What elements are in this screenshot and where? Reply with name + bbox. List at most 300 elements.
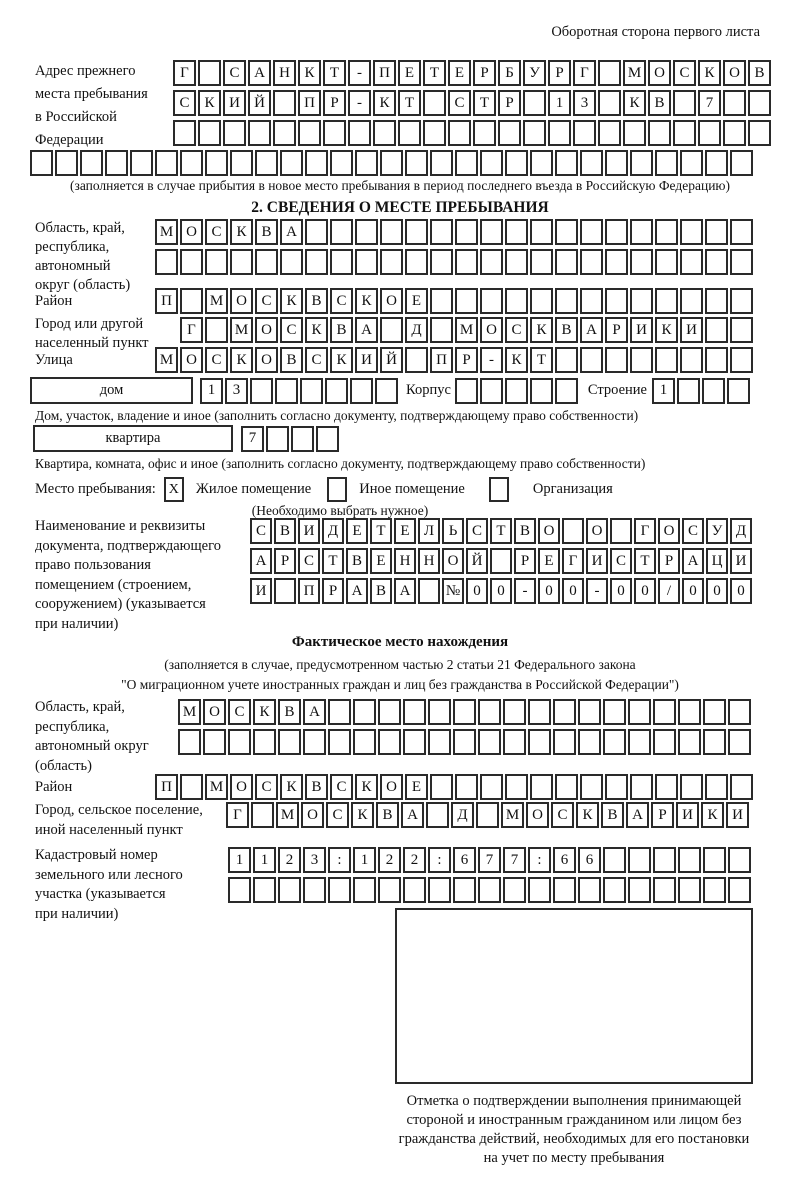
char-box[interactable]: - <box>348 60 371 86</box>
char-box[interactable] <box>628 729 651 755</box>
char-box[interactable] <box>373 120 396 146</box>
char-box[interactable]: И <box>726 802 749 828</box>
char-box[interactable]: Т <box>530 347 553 373</box>
char-box[interactable]: О <box>723 60 746 86</box>
char-box[interactable]: Й <box>380 347 403 373</box>
char-box[interactable]: Ц <box>706 548 728 574</box>
char-box[interactable]: 0 <box>490 578 512 604</box>
char-box[interactable]: М <box>276 802 299 828</box>
char-box[interactable]: Р <box>548 60 571 86</box>
char-box[interactable] <box>205 317 228 343</box>
char-box[interactable] <box>255 249 278 275</box>
char-box[interactable] <box>355 249 378 275</box>
char-box[interactable]: В <box>305 774 328 800</box>
char-box[interactable]: Т <box>398 90 421 116</box>
char-box[interactable] <box>455 249 478 275</box>
char-box[interactable] <box>303 877 326 903</box>
char-box[interactable]: М <box>455 317 478 343</box>
char-box[interactable] <box>251 802 274 828</box>
char-box[interactable] <box>630 288 653 314</box>
char-box[interactable]: Т <box>322 548 344 574</box>
char-box[interactable] <box>655 249 678 275</box>
char-box[interactable] <box>703 847 726 873</box>
char-box[interactable] <box>405 347 428 373</box>
char-box[interactable]: Н <box>394 548 416 574</box>
char-box[interactable] <box>455 150 478 176</box>
char-box[interactable]: 1 <box>200 378 223 404</box>
char-box[interactable] <box>248 120 271 146</box>
char-box[interactable] <box>300 378 323 404</box>
char-box[interactable] <box>275 378 298 404</box>
char-box[interactable] <box>598 90 621 116</box>
char-box[interactable]: Т <box>370 518 392 544</box>
char-box[interactable]: Е <box>398 60 421 86</box>
char-box[interactable]: Р <box>498 90 521 116</box>
char-box[interactable]: О <box>230 774 253 800</box>
char-box[interactable] <box>578 877 601 903</box>
char-box[interactable]: Р <box>322 578 344 604</box>
char-box[interactable]: С <box>280 317 303 343</box>
char-box[interactable] <box>378 877 401 903</box>
checkbox-other-premises[interactable] <box>327 477 347 502</box>
char-box[interactable] <box>480 774 503 800</box>
char-box[interactable]: К <box>355 774 378 800</box>
char-box[interactable]: С <box>466 518 488 544</box>
char-box[interactable] <box>430 317 453 343</box>
char-box[interactable]: И <box>676 802 699 828</box>
char-box[interactable] <box>723 120 746 146</box>
char-box[interactable]: В <box>514 518 536 544</box>
char-box[interactable] <box>505 378 528 404</box>
char-box[interactable] <box>480 378 503 404</box>
char-box[interactable]: А <box>626 802 649 828</box>
char-box[interactable] <box>230 150 253 176</box>
char-box[interactable] <box>723 90 746 116</box>
char-box[interactable]: И <box>223 90 246 116</box>
char-box[interactable]: Е <box>405 774 428 800</box>
char-box[interactable]: В <box>370 578 392 604</box>
char-box[interactable] <box>298 120 321 146</box>
char-box[interactable] <box>730 774 753 800</box>
char-box[interactable] <box>580 774 603 800</box>
char-box[interactable] <box>198 120 221 146</box>
char-box[interactable]: - <box>586 578 608 604</box>
char-box[interactable]: А <box>401 802 424 828</box>
char-box[interactable] <box>598 60 621 86</box>
char-box[interactable] <box>205 150 228 176</box>
char-box[interactable] <box>478 699 501 725</box>
char-box[interactable]: И <box>355 347 378 373</box>
char-box[interactable]: Г <box>634 518 656 544</box>
char-box[interactable] <box>730 249 753 275</box>
char-box[interactable] <box>730 150 753 176</box>
char-box[interactable] <box>180 774 203 800</box>
char-box[interactable]: 6 <box>553 847 576 873</box>
char-box[interactable]: Г <box>173 60 196 86</box>
char-box[interactable]: С <box>255 774 278 800</box>
char-box[interactable]: М <box>205 774 228 800</box>
char-box[interactable] <box>580 347 603 373</box>
char-box[interactable]: А <box>682 548 704 574</box>
char-box[interactable] <box>250 378 273 404</box>
char-box[interactable]: 0 <box>682 578 704 604</box>
char-box[interactable]: С <box>205 219 228 245</box>
char-box[interactable]: Н <box>418 548 440 574</box>
char-box[interactable]: С <box>610 548 632 574</box>
char-box[interactable]: П <box>298 578 320 604</box>
char-box[interactable]: О <box>658 518 680 544</box>
char-box[interactable]: С <box>173 90 196 116</box>
char-box[interactable] <box>478 877 501 903</box>
char-box[interactable] <box>630 347 653 373</box>
char-box[interactable]: 0 <box>634 578 656 604</box>
char-box[interactable] <box>555 150 578 176</box>
char-box[interactable]: : <box>328 847 351 873</box>
char-box[interactable]: Г <box>573 60 596 86</box>
char-box[interactable]: А <box>394 578 416 604</box>
char-box[interactable] <box>628 847 651 873</box>
char-box[interactable] <box>155 150 178 176</box>
char-box[interactable]: О <box>526 802 549 828</box>
char-box[interactable]: О <box>180 219 203 245</box>
char-box[interactable] <box>730 288 753 314</box>
char-box[interactable] <box>678 877 701 903</box>
char-box[interactable] <box>403 699 426 725</box>
char-box[interactable]: 3 <box>225 378 248 404</box>
char-box[interactable] <box>430 249 453 275</box>
char-box[interactable] <box>655 288 678 314</box>
char-box[interactable] <box>680 249 703 275</box>
char-box[interactable] <box>305 219 328 245</box>
char-box[interactable]: Е <box>394 518 416 544</box>
char-box[interactable] <box>555 774 578 800</box>
char-box[interactable]: 2 <box>378 847 401 873</box>
char-box[interactable] <box>548 120 571 146</box>
char-box[interactable] <box>653 847 676 873</box>
checkbox-residential[interactable]: X <box>164 477 184 502</box>
char-box[interactable] <box>677 378 700 404</box>
char-box[interactable]: С <box>228 699 251 725</box>
char-box[interactable]: А <box>250 548 272 574</box>
char-box[interactable] <box>680 219 703 245</box>
char-box[interactable] <box>316 426 339 452</box>
char-box[interactable] <box>505 774 528 800</box>
char-box[interactable]: О <box>301 802 324 828</box>
char-box[interactable] <box>180 288 203 314</box>
char-box[interactable]: В <box>346 548 368 574</box>
char-box[interactable] <box>503 729 526 755</box>
char-box[interactable]: С <box>298 548 320 574</box>
char-box[interactable] <box>378 699 401 725</box>
char-box[interactable]: О <box>380 774 403 800</box>
char-box[interactable]: К <box>198 90 221 116</box>
char-box[interactable] <box>705 774 728 800</box>
char-box[interactable] <box>423 120 446 146</box>
char-box[interactable] <box>605 347 628 373</box>
char-box[interactable]: Г <box>226 802 249 828</box>
char-box[interactable] <box>355 219 378 245</box>
char-box[interactable] <box>655 150 678 176</box>
char-box[interactable] <box>605 219 628 245</box>
char-box[interactable] <box>453 877 476 903</box>
char-box[interactable] <box>430 150 453 176</box>
char-box[interactable] <box>274 578 296 604</box>
char-box[interactable] <box>55 150 78 176</box>
char-box[interactable] <box>473 120 496 146</box>
char-box[interactable]: В <box>280 347 303 373</box>
char-box[interactable]: 6 <box>453 847 476 873</box>
char-box[interactable] <box>653 729 676 755</box>
char-box[interactable] <box>303 729 326 755</box>
char-box[interactable]: С <box>330 774 353 800</box>
char-box[interactable]: 3 <box>303 847 326 873</box>
char-box[interactable] <box>705 317 728 343</box>
char-box[interactable] <box>728 877 751 903</box>
char-box[interactable]: 1 <box>548 90 571 116</box>
char-box[interactable]: Г <box>180 317 203 343</box>
char-box[interactable] <box>528 877 551 903</box>
char-box[interactable] <box>603 699 626 725</box>
char-box[interactable]: П <box>298 90 321 116</box>
char-box[interactable] <box>490 548 512 574</box>
char-box[interactable] <box>505 150 528 176</box>
char-box[interactable] <box>530 378 553 404</box>
char-box[interactable]: К <box>701 802 724 828</box>
char-box[interactable]: К <box>253 699 276 725</box>
char-box[interactable] <box>703 877 726 903</box>
char-box[interactable] <box>530 288 553 314</box>
char-box[interactable] <box>80 150 103 176</box>
char-box[interactable]: Н <box>273 60 296 86</box>
char-box[interactable] <box>266 426 289 452</box>
char-box[interactable] <box>605 150 628 176</box>
char-box[interactable] <box>528 729 551 755</box>
char-box[interactable] <box>428 877 451 903</box>
char-box[interactable]: А <box>355 317 378 343</box>
char-box[interactable]: К <box>623 90 646 116</box>
char-box[interactable]: С <box>326 802 349 828</box>
char-box[interactable]: К <box>373 90 396 116</box>
char-box[interactable] <box>562 518 584 544</box>
char-box[interactable]: 1 <box>228 847 251 873</box>
char-box[interactable]: 1 <box>253 847 276 873</box>
char-box[interactable] <box>555 378 578 404</box>
char-box[interactable] <box>380 317 403 343</box>
char-box[interactable]: К <box>330 347 353 373</box>
char-box[interactable]: К <box>230 347 253 373</box>
char-box[interactable]: Б <box>498 60 521 86</box>
char-box[interactable] <box>280 150 303 176</box>
char-box[interactable]: С <box>250 518 272 544</box>
char-box[interactable]: М <box>623 60 646 86</box>
char-box[interactable] <box>678 847 701 873</box>
char-box[interactable]: 7 <box>503 847 526 873</box>
char-box[interactable]: 0 <box>610 578 632 604</box>
char-box[interactable] <box>405 150 428 176</box>
char-box[interactable] <box>523 90 546 116</box>
char-box[interactable]: О <box>255 347 278 373</box>
char-box[interactable] <box>705 219 728 245</box>
char-box[interactable]: С <box>673 60 696 86</box>
char-box[interactable]: И <box>250 578 272 604</box>
char-box[interactable]: 0 <box>562 578 584 604</box>
char-box[interactable] <box>505 288 528 314</box>
char-box[interactable]: И <box>730 548 752 574</box>
char-box[interactable] <box>180 150 203 176</box>
char-box[interactable]: И <box>586 548 608 574</box>
char-box[interactable] <box>628 699 651 725</box>
char-box[interactable] <box>578 729 601 755</box>
char-box[interactable] <box>702 378 725 404</box>
char-box[interactable]: О <box>180 347 203 373</box>
char-box[interactable]: 1 <box>353 847 376 873</box>
char-box[interactable]: В <box>274 518 296 544</box>
char-box[interactable]: Д <box>451 802 474 828</box>
char-box[interactable]: М <box>230 317 253 343</box>
char-box[interactable]: М <box>178 699 201 725</box>
char-box[interactable]: М <box>205 288 228 314</box>
char-box[interactable] <box>305 150 328 176</box>
char-box[interactable] <box>673 120 696 146</box>
char-box[interactable]: В <box>330 317 353 343</box>
char-box[interactable]: К <box>505 347 528 373</box>
char-box[interactable]: О <box>230 288 253 314</box>
char-box[interactable]: К <box>576 802 599 828</box>
char-box[interactable] <box>403 729 426 755</box>
char-box[interactable] <box>378 729 401 755</box>
char-box[interactable] <box>130 150 153 176</box>
char-box[interactable]: Й <box>466 548 488 574</box>
char-box[interactable]: О <box>648 60 671 86</box>
char-box[interactable]: Д <box>405 317 428 343</box>
char-box[interactable] <box>653 699 676 725</box>
char-box[interactable] <box>455 219 478 245</box>
char-box[interactable]: П <box>155 288 178 314</box>
char-box[interactable]: Р <box>658 548 680 574</box>
char-box[interactable] <box>503 877 526 903</box>
char-box[interactable] <box>703 699 726 725</box>
char-box[interactable]: Д <box>730 518 752 544</box>
char-box[interactable]: 0 <box>706 578 728 604</box>
char-box[interactable] <box>403 877 426 903</box>
char-box[interactable] <box>418 578 440 604</box>
char-box[interactable] <box>728 847 751 873</box>
char-box[interactable] <box>198 60 221 86</box>
char-box[interactable] <box>205 249 228 275</box>
char-box[interactable] <box>603 847 626 873</box>
char-box[interactable] <box>253 877 276 903</box>
char-box[interactable] <box>653 877 676 903</box>
char-box[interactable]: О <box>255 317 278 343</box>
char-box[interactable] <box>553 699 576 725</box>
char-box[interactable] <box>273 120 296 146</box>
char-box[interactable] <box>278 729 301 755</box>
char-box[interactable] <box>680 150 703 176</box>
char-box[interactable] <box>705 288 728 314</box>
char-box[interactable] <box>480 150 503 176</box>
char-box[interactable]: Е <box>405 288 428 314</box>
char-box[interactable] <box>255 150 278 176</box>
char-box[interactable]: - <box>348 90 371 116</box>
char-box[interactable] <box>173 120 196 146</box>
char-box[interactable]: Й <box>248 90 271 116</box>
char-box[interactable]: Г <box>562 548 584 574</box>
char-box[interactable]: : <box>428 847 451 873</box>
char-box[interactable] <box>30 150 53 176</box>
char-box[interactable]: Ь <box>442 518 464 544</box>
char-box[interactable] <box>325 378 348 404</box>
char-box[interactable]: М <box>155 219 178 245</box>
char-box[interactable] <box>380 150 403 176</box>
char-box[interactable]: А <box>248 60 271 86</box>
char-box[interactable] <box>228 729 251 755</box>
char-box[interactable] <box>705 347 728 373</box>
char-box[interactable] <box>705 249 728 275</box>
char-box[interactable] <box>530 249 553 275</box>
char-box[interactable]: Р <box>605 317 628 343</box>
char-box[interactable] <box>553 729 576 755</box>
char-box[interactable]: К <box>230 219 253 245</box>
char-box[interactable]: - <box>514 578 536 604</box>
char-box[interactable] <box>698 120 721 146</box>
char-box[interactable]: П <box>430 347 453 373</box>
char-box[interactable] <box>178 729 201 755</box>
char-box[interactable]: В <box>278 699 301 725</box>
char-box[interactable]: 2 <box>278 847 301 873</box>
char-box[interactable] <box>203 729 226 755</box>
char-box[interactable] <box>578 699 601 725</box>
char-box[interactable] <box>430 774 453 800</box>
char-box[interactable]: Р <box>651 802 674 828</box>
char-box[interactable] <box>323 120 346 146</box>
char-box[interactable] <box>555 347 578 373</box>
char-box[interactable]: О <box>538 518 560 544</box>
char-box[interactable] <box>655 347 678 373</box>
char-box[interactable] <box>330 249 353 275</box>
char-box[interactable] <box>453 699 476 725</box>
char-box[interactable] <box>680 774 703 800</box>
char-box[interactable] <box>355 150 378 176</box>
char-box[interactable] <box>480 288 503 314</box>
char-box[interactable] <box>328 699 351 725</box>
char-box[interactable] <box>630 249 653 275</box>
char-box[interactable] <box>630 150 653 176</box>
char-box[interactable]: / <box>658 578 680 604</box>
char-box[interactable] <box>455 378 478 404</box>
char-box[interactable]: А <box>280 219 303 245</box>
char-box[interactable]: П <box>155 774 178 800</box>
char-box[interactable] <box>605 288 628 314</box>
char-box[interactable] <box>505 249 528 275</box>
char-box[interactable] <box>655 774 678 800</box>
char-box[interactable] <box>503 699 526 725</box>
char-box[interactable]: Т <box>490 518 512 544</box>
char-box[interactable] <box>430 288 453 314</box>
char-box[interactable] <box>628 877 651 903</box>
char-box[interactable] <box>480 249 503 275</box>
char-box[interactable]: С <box>682 518 704 544</box>
char-box[interactable]: И <box>298 518 320 544</box>
char-box[interactable] <box>748 120 771 146</box>
char-box[interactable] <box>380 249 403 275</box>
char-box[interactable]: С <box>255 288 278 314</box>
char-box[interactable] <box>678 699 701 725</box>
char-box[interactable]: Е <box>538 548 560 574</box>
char-box[interactable] <box>291 426 314 452</box>
char-box[interactable]: О <box>203 699 226 725</box>
char-box[interactable]: 7 <box>241 426 264 452</box>
char-box[interactable] <box>426 802 449 828</box>
